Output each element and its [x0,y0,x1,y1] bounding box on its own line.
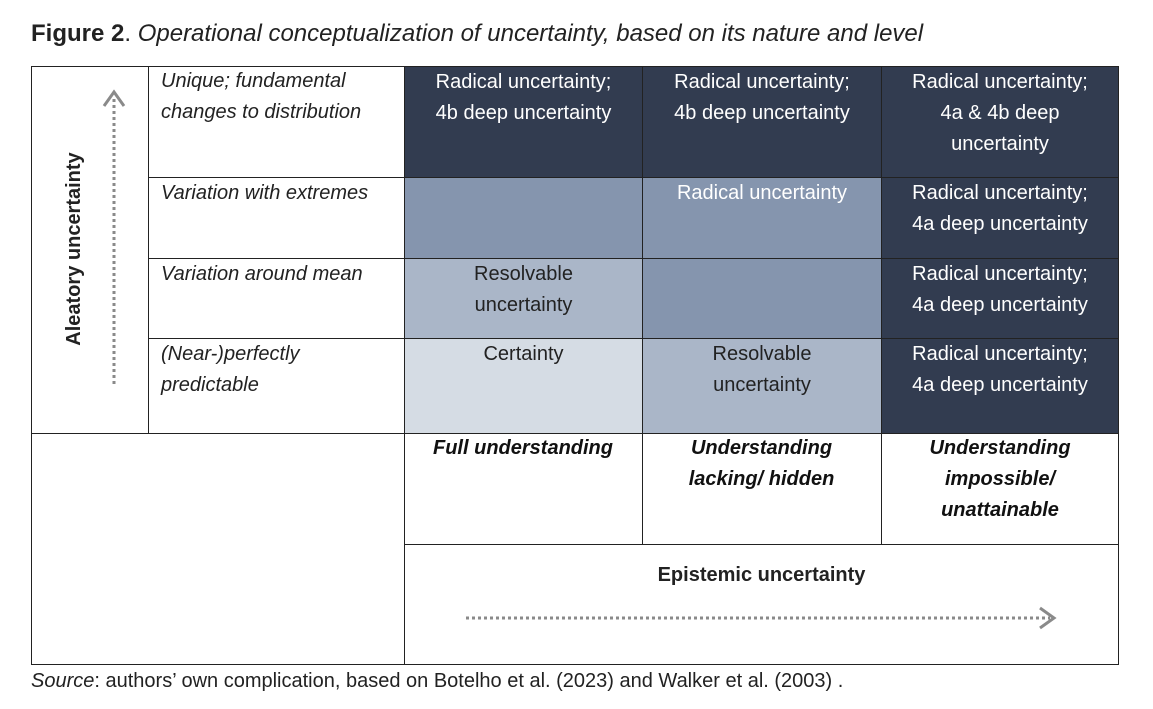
figure-label: Figure 2 [31,20,125,47]
cell-text-line: Radical uncertainty; [912,71,1088,93]
cell-text-line: Radical uncertainty; [912,182,1088,204]
column-label-line: impossible/ [944,468,1056,490]
column-label-line: unattainable [941,499,1059,521]
row-label-line: Unique; fundamental [161,70,346,92]
source-note [31,670,843,693]
row-label-1 [149,66,405,178]
cell-text-line: Radical uncertainty; [912,263,1088,285]
matrix-cell [642,177,882,259]
source-text: : authors’ own complication, based on Botelho et al. (2023) and Walker et al. (2003) . [94,670,844,692]
column-label-line: Understanding [929,437,1071,459]
row-label-line: changes to distribution [161,101,362,123]
cell-text-line: Radical uncertainty; [674,71,850,93]
row-label-3 [149,258,405,339]
cell-text-line: Certainty [483,343,564,365]
column-label-area [404,433,1119,545]
row-label-4 [149,338,405,434]
caption-separator: . [124,20,138,47]
cell-text-line: Radical uncertainty [676,182,848,204]
cell-text-line: 4a deep uncertainty [912,294,1088,316]
matrix-cell [404,177,643,259]
matrix-cell [404,338,643,434]
y-axis-arrow [99,84,129,394]
row-label-line: predictable [161,374,259,396]
matrix-cell [881,258,1119,339]
cell-text-line: Radical uncertainty; [912,343,1088,365]
column-label-line: lacking/ hidden [688,468,835,490]
cell-text-line: 4b deep uncertainty [674,102,850,124]
matrix-cell [404,258,643,339]
cell-text-line: uncertainty [951,133,1049,155]
matrix-cell [881,66,1119,178]
matrix-cell [642,258,882,339]
row-label-line: Variation with extremes [161,182,369,204]
matrix-cell [881,177,1119,259]
cell-text-line: 4a & 4b deep [940,102,1060,124]
column-label-line: Full understanding [433,437,613,459]
matrix-cell [642,338,882,434]
row-label-2 [149,177,405,259]
cell-text-line: Radical uncertainty; [435,71,612,93]
source-label: Source [31,670,95,692]
figure-caption [31,20,923,48]
x-axis-label: Epistemic uncertainty [657,564,866,586]
row-label-line: Variation around mean [161,263,363,285]
matrix-cell [642,66,882,178]
x-axis-arrow [462,603,1072,633]
cell-text-line: 4b deep uncertainty [435,102,612,124]
cell-text-line: 4a deep uncertainty [912,374,1088,396]
grid-bottom-rule [31,433,405,434]
cell-text-line: uncertainty [713,374,811,396]
cell-text-line: 4a deep uncertainty [912,213,1088,235]
cell-text-line: Resolvable [474,263,573,285]
y-axis-label: Aleatory uncertainty [63,152,85,346]
cell-text-line: Resolvable [712,343,812,365]
caption-text: Operational conceptualization of uncertainty, based on its nature and level [137,20,924,47]
column-label-line: Understanding [690,437,833,459]
cell-text-line: uncertainty [474,294,573,316]
matrix-cell [404,66,643,178]
row-label-line: (Near-)perfectly [161,343,300,365]
matrix-cell [881,338,1119,434]
